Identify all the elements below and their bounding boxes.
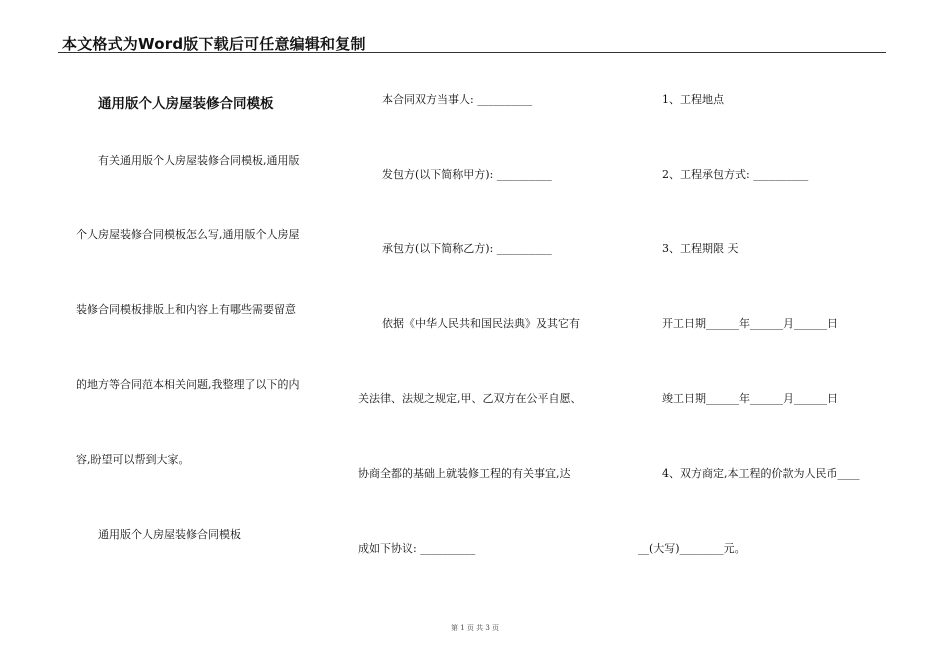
paragraph-line: 本合同双方当事人: __________ xyxy=(382,93,533,106)
subheading: 通用版个人房屋装修合同模板 xyxy=(98,528,241,541)
document-header: 本文格式为Word版下载后可任意编辑和复制 xyxy=(62,35,366,53)
paragraph-line: 个人房屋装修合同模板怎么写,通用版个人房屋 xyxy=(76,228,300,241)
paragraph-line: 的地方等合同范本相关问题,我整理了以下的内 xyxy=(76,378,300,391)
paragraph-line: 2、工程承包方式: __________ xyxy=(662,168,809,181)
paragraph-line: 成如下协议: __________ xyxy=(358,542,476,555)
paragraph-line: 装修合同模板排版上和内容上有哪些需要留意 xyxy=(76,303,296,316)
document-title: 通用版个人房屋装修合同模板 xyxy=(98,96,274,112)
paragraph-line: 关法律、法规之规定,甲、乙双方在公平自愿、 xyxy=(358,392,582,405)
paragraph-line: 依据《中华人民共和国民法典》及其它有 xyxy=(382,317,580,330)
page-number: 第 1 页 共 3 页 xyxy=(450,624,500,632)
paragraph-line: 容,盼望可以帮到大家。 xyxy=(76,453,190,466)
paragraph-line: 协商全都的基础上就装修工程的有关事宜,达 xyxy=(358,467,571,480)
paragraph-line: 3、工程期限 天 xyxy=(662,242,739,255)
paragraph-line: 承包方(以下简称乙方): __________ xyxy=(382,242,552,255)
paragraph-line: 开工日期______年______月______日 xyxy=(662,317,838,330)
paragraph-line: 竣工日期______年______月______日 xyxy=(662,392,838,405)
paragraph-line: 有关通用版个人房屋装修合同模板,通用版 xyxy=(98,154,300,167)
paragraph-line: 发包方(以下简称甲方): __________ xyxy=(382,168,552,181)
paragraph-line: 4、双方商定,本工程的价款为人民币____ xyxy=(662,467,860,480)
header-rule xyxy=(58,52,886,53)
paragraph-line: __(大写)________元。 xyxy=(638,542,746,555)
paragraph-line: 1、工程地点 xyxy=(662,93,724,106)
